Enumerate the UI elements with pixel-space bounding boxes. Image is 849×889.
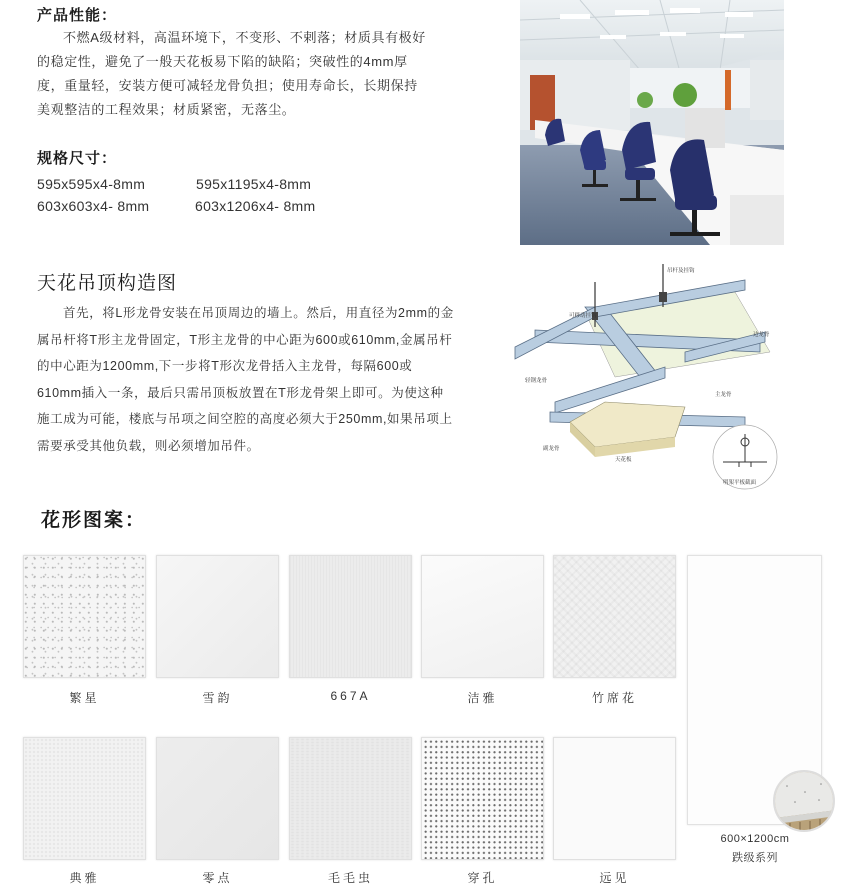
pattern-label: 毛毛虫 <box>327 871 373 885</box>
pattern-tile-maomaochong <box>289 737 412 860</box>
patterns-title: 花形图案： <box>41 510 147 531</box>
large-tile-size: 600×1200cm <box>720 833 790 845</box>
pattern-tile-lingdian <box>156 737 279 860</box>
spec-item: 595x1195x4-8mm <box>196 176 312 192</box>
performance-description <box>37 26 477 122</box>
pattern-tile-zhuxihua <box>553 555 676 678</box>
label-edge-keel: 边龙骨 <box>753 332 770 338</box>
performance-line: 不燃A级材料，高温环境下，不变形、不剌落；材质具有极好 <box>63 30 426 45</box>
structure-line: 属吊杆将T形主龙骨固定，T形主龙骨的中心距为600或610mm,金属吊杆 <box>37 332 453 347</box>
structure-description <box>37 300 479 459</box>
specs-title: 规格尺寸： <box>37 150 118 167</box>
performance-line: 美观整洁的工程效果；材质紧密，无落尘。 <box>37 102 296 117</box>
pattern-label: 667A <box>330 689 371 703</box>
pattern-label: 零点 <box>202 871 233 885</box>
pattern-label: 雪韵 <box>202 691 233 705</box>
structure-line: 需要承受其他负载，则必须增加吊件。 <box>37 438 260 453</box>
performance-line: 的稳定性，避免了一般天花板易下陷的缺陷；突破性的4mm厚 <box>37 54 408 69</box>
pattern-tile-dianya <box>23 737 146 860</box>
spec-item: 595x595x4-8mm <box>37 176 146 192</box>
pattern-tile-667a <box>289 555 412 678</box>
label-detail-section: 明架平板截面 <box>723 480 757 486</box>
pattern-label: 远见 <box>599 871 630 885</box>
pattern-label: 穿孔 <box>467 871 498 885</box>
pattern-tile-chuankong <box>421 737 544 860</box>
pattern-tile-xueyun <box>156 555 279 678</box>
pattern-tile-jieya <box>421 555 544 678</box>
structure-line: 610mm插入一条，最后只需吊顶板放置在T形龙骨架上即可。为使这种 <box>37 385 444 400</box>
pattern-label: 典雅 <box>69 871 100 885</box>
label-light-keel: 轻钢龙骨 <box>525 378 548 384</box>
pattern-label: 洁雅 <box>467 691 498 705</box>
pattern-label: 繁星 <box>69 691 100 705</box>
large-tile-series: 跌级系列 <box>732 852 778 864</box>
pattern-tile-fanxing <box>23 555 146 678</box>
label-main-keel: 主龙骨 <box>715 392 732 398</box>
tile-detail-circle <box>773 770 835 832</box>
spec-item: 603x1206x4- 8mm <box>195 198 316 214</box>
pattern-tile-yuanjian <box>553 737 676 860</box>
performance-line: 度，重量轻，安装方便可减轻龙骨负担；使用寿命长，长期保持 <box>37 78 418 93</box>
spec-item: 603x603x4- 8mm <box>37 198 150 214</box>
label-sub-keel: 副龙骨 <box>543 446 560 452</box>
label-movable-hook: 可移动挂钩 <box>569 313 597 319</box>
performance-title: 产品性能： <box>37 7 118 24</box>
label-hanger: 吊杆及挂钩 <box>667 268 695 274</box>
structure-line: 的中心距为1200mm,下一步将T形次龙骨括入主龙骨，每隔600或 <box>37 359 413 373</box>
pattern-label: 竹席花 <box>591 691 637 705</box>
office-photo <box>520 0 784 245</box>
label-ceiling-board: 天花板 <box>615 457 632 463</box>
ceiling-structure-diagram <box>495 262 795 497</box>
structure-title: 天花吊顶构造图 <box>37 273 178 294</box>
structure-line: 首先，将L形龙骨安装在吊顶周边的墙上。然后，用直径为2mm的金 <box>63 306 454 320</box>
structure-line: 施工成为可能，楼底与吊项之间空腔的高度必须大于250mm,如果吊项上 <box>37 412 453 426</box>
